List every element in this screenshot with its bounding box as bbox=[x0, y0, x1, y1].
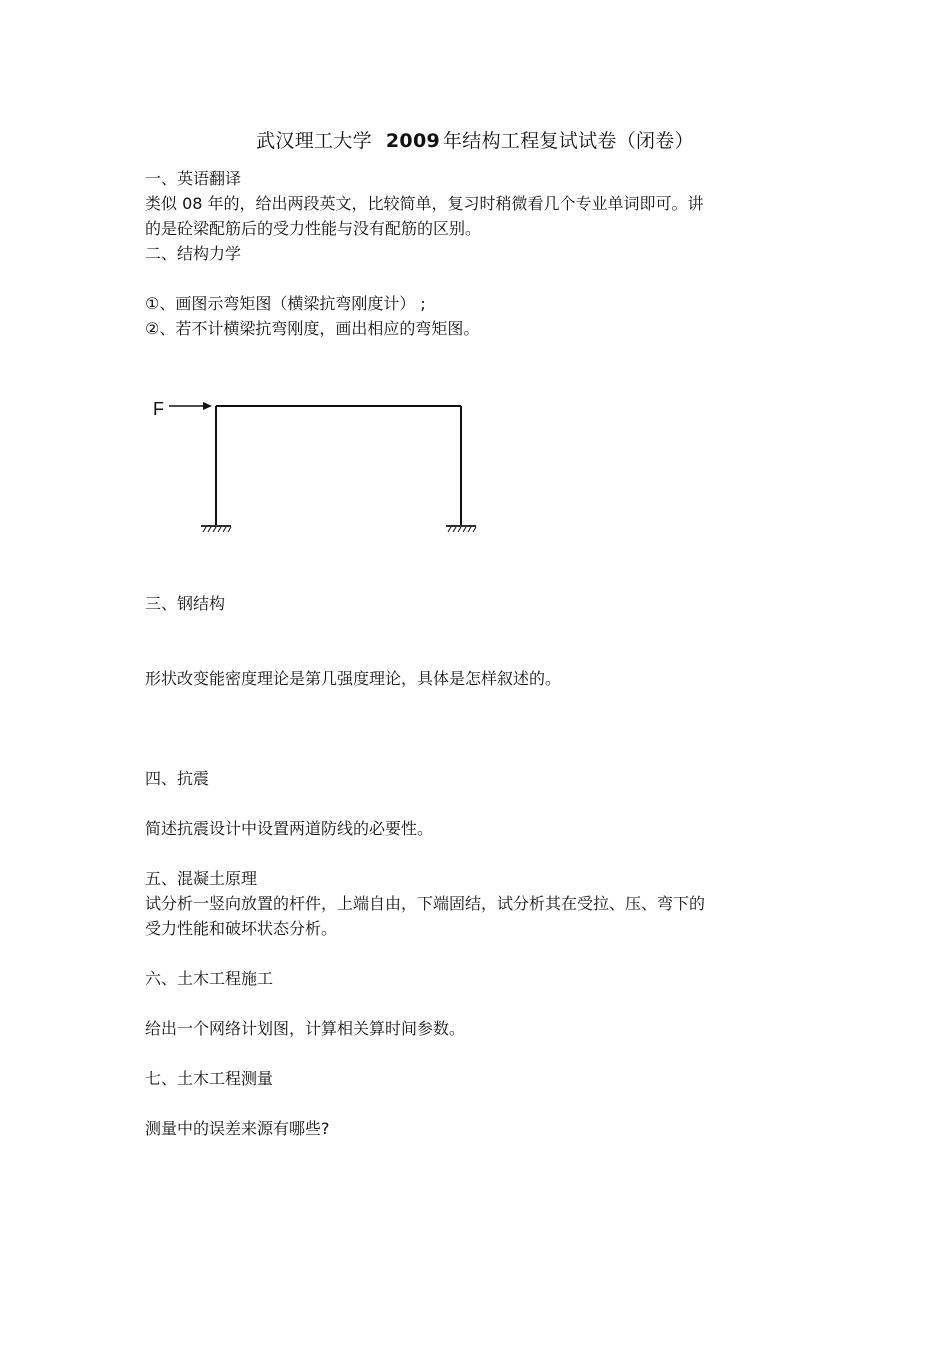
force-label: F bbox=[153, 399, 164, 419]
force-arrow-icon bbox=[169, 402, 212, 410]
section-heading-concrete: 五、混凝土原理 bbox=[145, 869, 258, 888]
title-suffix: 年结构工程复试试卷（闭卷） bbox=[443, 130, 694, 152]
steel-question: 形状改变能密度理论是第几强度理论，具体是怎样叙述的。 bbox=[145, 669, 562, 688]
section-heading-surveying: 七、土木工程测量 bbox=[145, 1069, 274, 1088]
portal-frame-figure bbox=[150, 395, 490, 545]
section-heading-construction: 六、土木工程施工 bbox=[145, 969, 274, 988]
page-title bbox=[0, 128, 950, 154]
title-year: 2009 bbox=[385, 130, 440, 152]
english-text-line-2: 的是砼梁配筋后的受力性能与没有配筋的区别。 bbox=[145, 219, 482, 238]
section-heading-seismic: 四、抗震 bbox=[145, 769, 210, 788]
mechanics-question-2: ②、若不计横梁抗弯刚度，画出相应的弯矩图。 bbox=[145, 319, 480, 338]
mechanics-question-1: ①、画图示弯矩图（横梁抗弯刚度计） ; bbox=[145, 294, 426, 313]
frame-members bbox=[216, 406, 461, 525]
section-heading-english: 一、英语翻译 bbox=[145, 169, 242, 188]
section-heading-mechanics: 二、结构力学 bbox=[145, 244, 242, 263]
construction-question: 给出一个网络计划图，计算相关算时间参数。 bbox=[145, 1019, 466, 1038]
section-heading-steel: 三、钢结构 bbox=[145, 594, 226, 613]
title-prefix: 武汉理工大学 bbox=[256, 130, 372, 152]
concrete-text-line-1: 试分析一竖向放置的杆件，上端自由，下端固结，试分析其在受拉、压、弯下的 bbox=[145, 894, 706, 913]
seismic-question: 简述抗震设计中设置两道防线的必要性。 bbox=[145, 819, 434, 838]
right-fixed-support-icon bbox=[446, 526, 476, 532]
left-fixed-support-icon bbox=[201, 526, 231, 532]
surveying-question: 测量中的误差来源有哪些? bbox=[145, 1119, 330, 1138]
english-text-line-1: 类似 08 年的，给出两段英文，比较简单，复习时稍微看几个专业单词即可。讲 bbox=[145, 194, 704, 213]
concrete-text-line-2: 受力性能和破坏状态分析。 bbox=[145, 919, 338, 938]
